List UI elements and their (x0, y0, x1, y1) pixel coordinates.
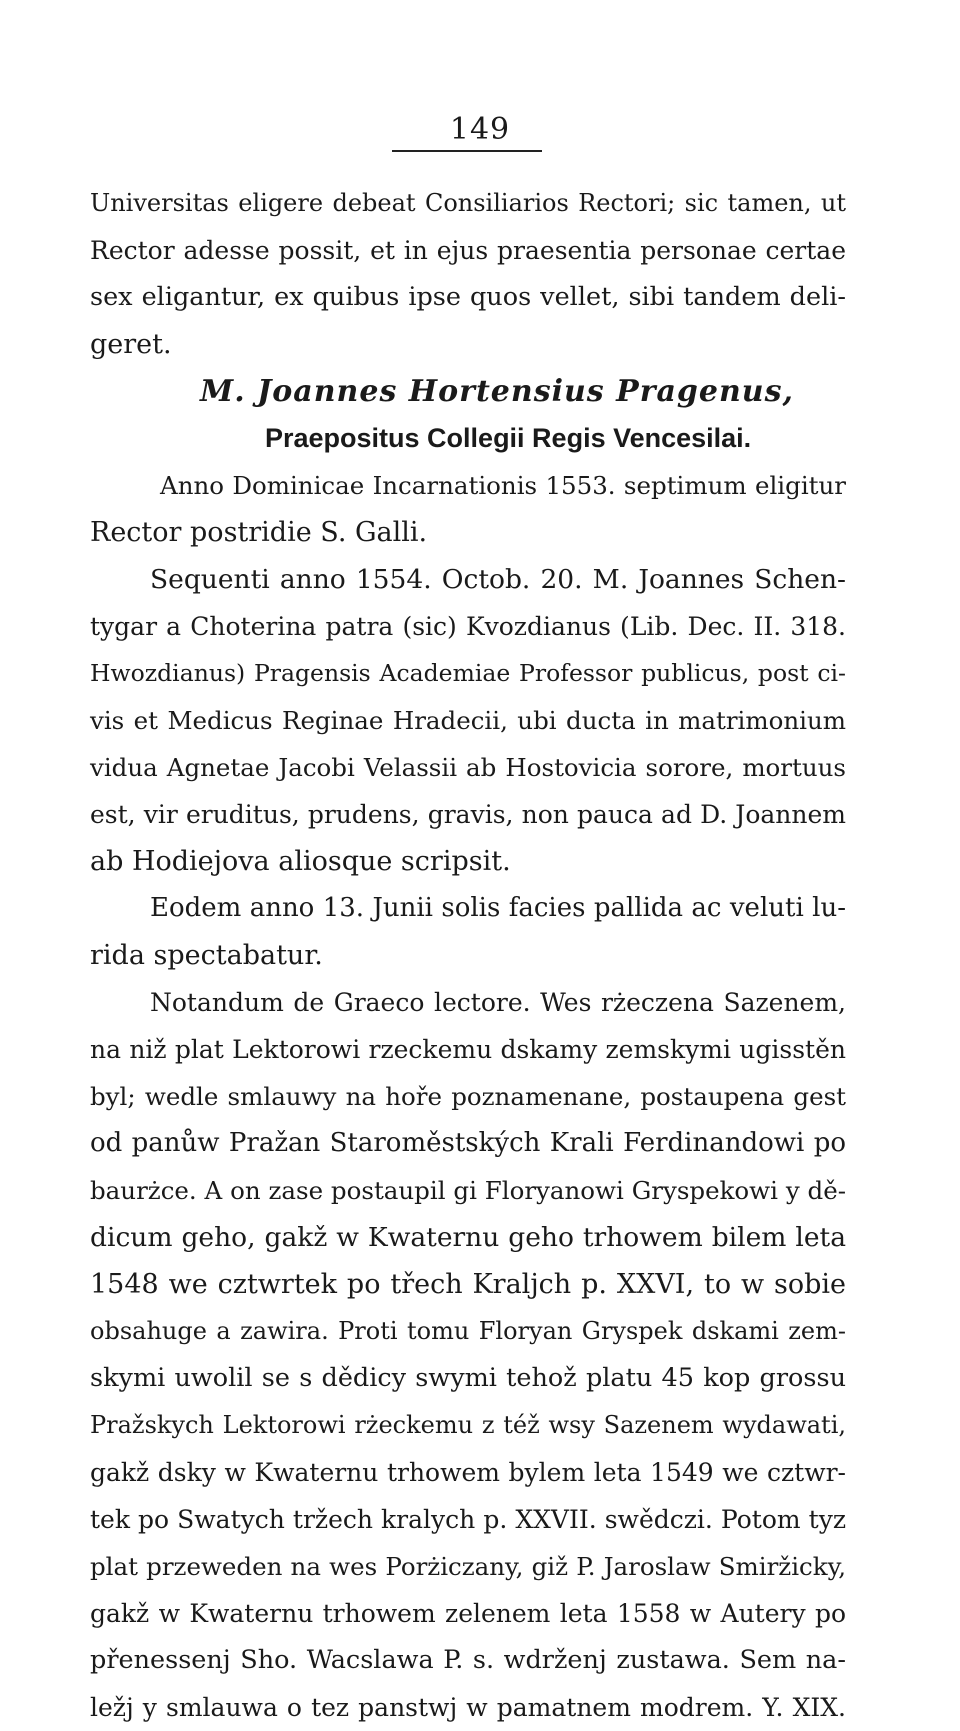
text-line: vidua Agnetae Jacobi Velassii ab Hostovicia sorore, mortuus (90, 753, 846, 782)
text-line: geret. (90, 329, 172, 360)
text-line: sex eligantur, ex quibus ipse quos vellet, sibi tandem deli- (90, 282, 846, 312)
text-line: obsahuge a zawira. Proti tomu Floryan Gryspek dskami zem- (90, 1317, 846, 1345)
body-text (90, 180, 846, 1731)
section-heading-name: M. Joannes Hortensius Pragenus, (200, 374, 794, 409)
text-line: byl; wedle smlauwy na hoře poznamenane, postaupena gest (90, 1082, 846, 1111)
text-line: baurżce. A on zase postaupil gi Floryanowi Gryspekowi y dě- (90, 1176, 846, 1205)
text-line: Universitas eligere debeat Consiliarios Rectori; sic tamen, ut (90, 189, 846, 217)
text-line: vis et Medicus Reginae Hradecii, ubi ducta in matrimonium (90, 706, 846, 735)
text-line: od panůw Pražan Staroměstských Krali Ferdinandowi po (90, 1128, 846, 1158)
text-line: tek po Swatych tržech kralych p. XXVII. swědczi. Potom tyz (90, 1505, 846, 1534)
text-line: na niž plat Lektorowi rzeckemu dskamy zemskymi ugisstěn (90, 1035, 846, 1064)
text-line: Eodem anno 13. Junii solis facies pallida ac veluti lu- (150, 893, 846, 923)
text-line: Notandum de Graeco lectore. Wes rżeczena Sazenem, (150, 988, 846, 1017)
text-line: gakž dsky w Kwaternu trhowem bylem leta 1549 we cztwr- (90, 1458, 846, 1487)
section-heading-title: Praepositus Collegii Regis Vencesilai. (265, 423, 752, 453)
text-line: est, vir eruditus, prudens, gravis, non pauca ad D. Joannem (90, 800, 846, 829)
text-line: rida spectabatur. (90, 940, 323, 971)
text-line: Sequenti anno 1554. Octob. 20. M. Joannes Schen- (150, 564, 846, 595)
text-line: ležj y smlauwa o tez panstwj w pamatnem modrem. Y. XIX. (90, 1693, 846, 1722)
text-line: plat przeweden na wes Porżiczany, giž P. Jaroslaw Smiržicky, (90, 1552, 846, 1581)
text-line: 1548 we cztwrtek po třech Kraljch p. XXVI, to w sobie (90, 1269, 846, 1300)
text-line: přenessenj Sho. Wacslawa P. s. wdrženj zustawa. Sem na- (90, 1645, 846, 1675)
text-line: skymi uwolil se s dědicy swymi tehož platu 45 kop grossu (90, 1363, 846, 1393)
text-line: Hwozdianus) Pragensis Academiae Professor publicus, post ci- (90, 659, 846, 687)
text-line: Anno Dominicae Incarnationis 1553. septimum eligitur (160, 471, 846, 500)
text-line: dicum geho, gakž w Kwaternu geho trhowem bilem leta (90, 1222, 846, 1253)
text-line: gakž w Kwaternu trhowem zelenem leta 1558 w Autery po (90, 1599, 846, 1628)
text-line: Rector postridie S. Galli. (90, 517, 428, 548)
text-line: ab Hodiejova aliosque scripsit. (90, 846, 511, 877)
page-number: 149 (449, 112, 511, 147)
text-line: Rector adesse possit, et in ejus praesentia personae certae (90, 236, 846, 265)
text-line: Pražskych Lektorowi rżeckemu z též wsy Sazenem wydawati, (90, 1411, 846, 1439)
page-number-rule (392, 150, 542, 152)
text-line: tygar a Choterina patra (sic) Kvozdianus (Lib. Dec. II. 318. (90, 612, 846, 641)
